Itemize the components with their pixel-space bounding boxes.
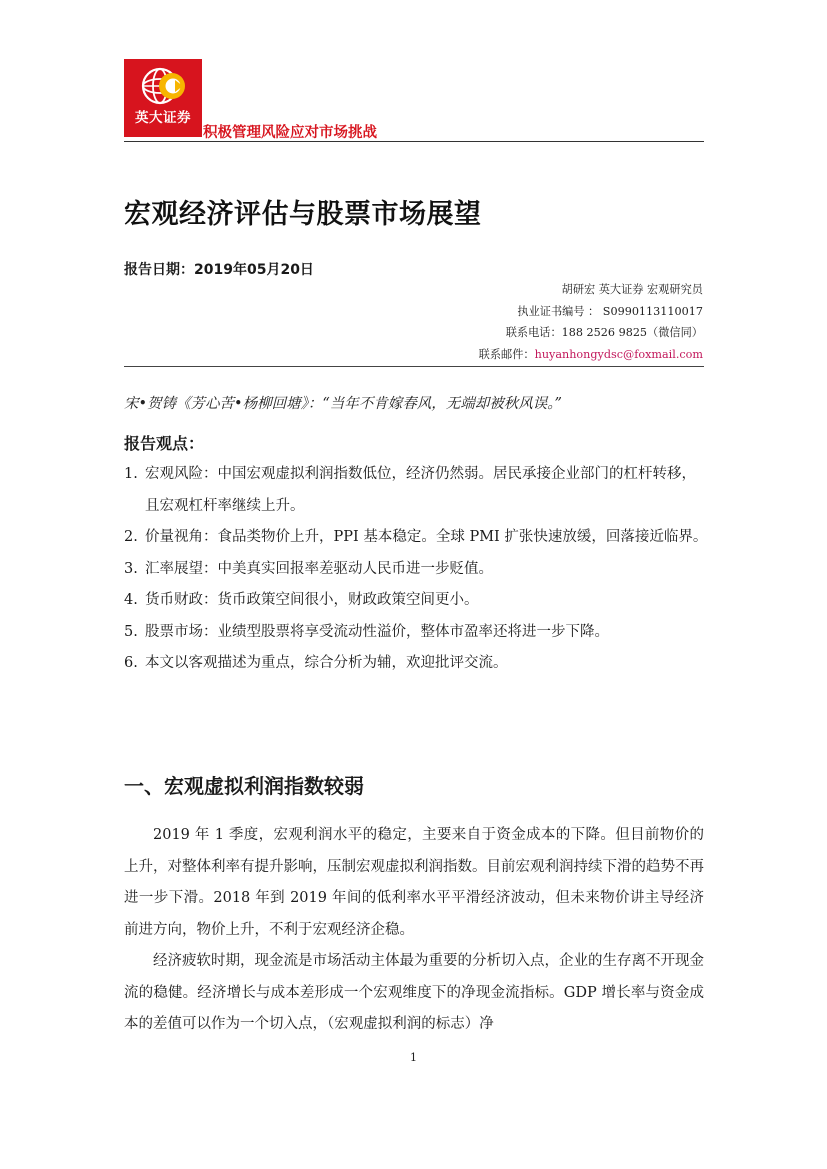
header-slogan: 积极管理风险应对市场挑战	[203, 125, 377, 141]
author-divider	[124, 366, 704, 367]
body-paragraph: 经济疲软时期，现金流是市场活动主体最为重要的分析切入点，企业的生存离不开现金流的稳健。经济增长与成本差形成一个宏观维度下的净现金流指标。GDP 增长率与资金成本的差值可以作为一个切入点，（宏观虚拟利润的标志）净	[124, 953, 704, 1032]
list-text: 汇率展望：中美真实回报率差驱动人民币进一步贬值。	[145, 560, 493, 577]
list-item	[124, 554, 708, 586]
author-email-line	[323, 344, 703, 366]
author-info	[323, 279, 703, 365]
list-item	[124, 459, 708, 522]
list-item	[124, 648, 708, 680]
list-number: 1.	[124, 466, 138, 482]
section-body	[124, 820, 704, 1041]
list-item	[124, 522, 708, 554]
page-number: 1	[410, 1051, 417, 1064]
author-email-link[interactable]: huyanhongydsc@foxmail.com	[534, 347, 703, 361]
list-text: 货币财政：货币政策空间很小，财政政策空间更小。	[145, 592, 479, 608]
views-heading: 报告观点：	[124, 434, 205, 453]
logo-text: 英大证券	[135, 110, 191, 126]
list-item	[124, 617, 708, 649]
list-number: 4.	[124, 592, 138, 608]
list-text: 宏观风险：中国宏观虚拟利润指数低位，经济仍然弱。居民承接企业部门的杠杆转移，且宏观杠杆率继续上升。	[145, 466, 696, 514]
author-name-line: 胡研宏 英大证券 宏观研究员	[561, 283, 703, 296]
section-heading: 一、宏观虚拟利润指数较弱	[124, 774, 364, 798]
company-logo	[124, 59, 202, 137]
list-number: 5.	[124, 623, 138, 640]
list-number: 2.	[124, 529, 138, 545]
email-label: 联系邮件：	[478, 347, 535, 361]
list-number: 6.	[124, 655, 138, 671]
list-text: 股票市场：业绩型股票将享受流动性溢价，整体市盈率还将进一步下降。	[145, 623, 609, 640]
author-phone-line: 联系电话：188 2526 9825（微信同）	[505, 326, 703, 339]
header-divider	[124, 141, 704, 142]
list-number: 3.	[124, 560, 138, 577]
epigraph-quote: 宋•贺铸《芳心苦•杨柳回塘》：“当年不肯嫁春风，无端却被秋风误。”	[124, 396, 562, 412]
body-paragraph: 2019 年 1 季度，宏观利润水平的稳定，主要来自于资金成本的下降。但目前物价的上升，对整体利率有提升影响，压制宏观虚拟利润指数。目前宏观利润持续下滑的趋势不再进一步下滑。2018 年到 2019 年间的低利率水平平滑经济波动，但未来物价讲主导经济前进方向，物价上升，不利于宏观经济企稳。	[124, 827, 704, 938]
list-item	[124, 585, 708, 617]
author-license-line: 执业证书编号 ： S0990113110017	[517, 304, 703, 318]
report-date: 报告日期：2019年05月20日	[124, 262, 314, 278]
list-text: 价量视角：食品类物价上升，PPI 基本稳定。全球 PMI 扩张快速放缓，回落接近临界。	[145, 529, 708, 545]
views-list	[124, 459, 708, 680]
document-title: 宏观经济评估与股票市场展望	[124, 199, 482, 230]
list-text: 本文以客观描述为重点，综合分析为辅，欢迎批评交流。	[145, 655, 508, 671]
